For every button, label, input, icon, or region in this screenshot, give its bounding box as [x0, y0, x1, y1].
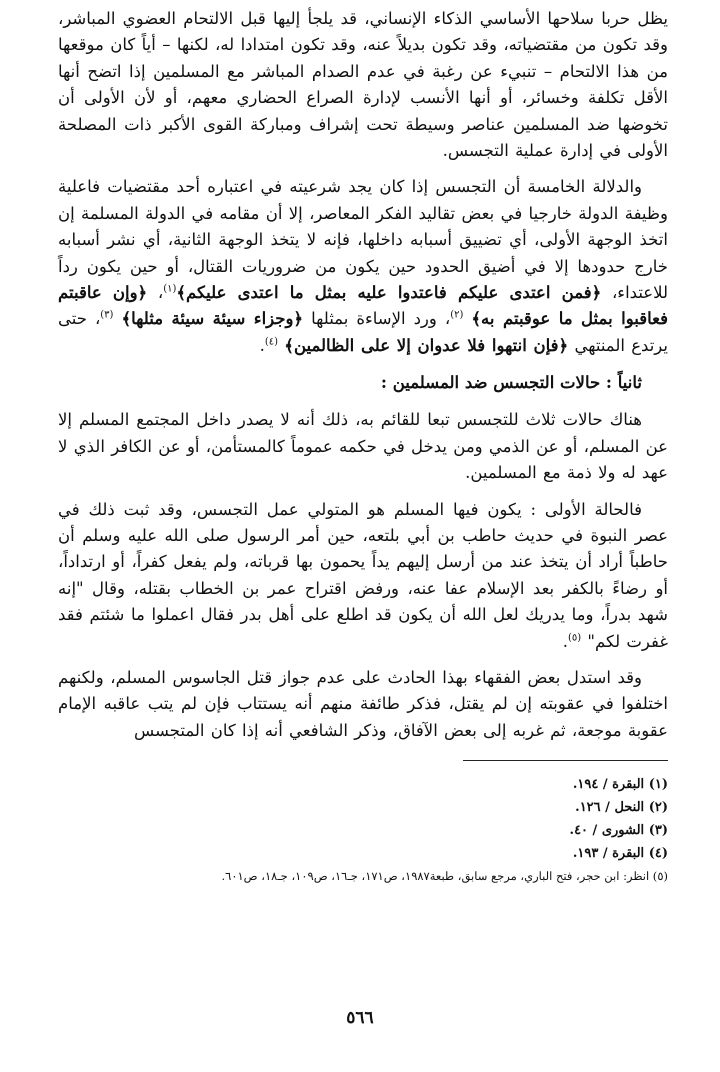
quran-quote-3: ﴿وجزاء سيئة سيئة مثلها﴾: [121, 309, 304, 329]
quran-quote-2: ﴿وإن عاقبتم فعاقبوا بمثل ما عوقبتم به﴾: [58, 283, 669, 329]
paragraph-gap: [58, 397, 668, 407]
quran-quote-1: ﴿فمن اعتدى عليكم فاعتدوا عليه بمثل ما اعتدى عليكم﴾: [176, 283, 602, 303]
footnote-item: (١) البقرة / ١٩٤.: [572, 777, 668, 793]
footnote-ref-4[interactable]: (٤): [264, 336, 279, 348]
paragraph-2-mid2: حتى يرتدع المنتهي: [58, 309, 668, 355]
paragraph-4-text: فالحالة الأولى : يكون فيها المسلم هو المتولي عمل التجسس، وقد ثبت ذلك في عصر النبوة في حديث حاطب بن أبي بلتعه، حين أمر الرسول صلى الله عليه وسلم أن حاطباً أراد أن يتخذ عند من أرسل إليهم يداً يحمون بها قرباته، ولم يفعل كفراً، أو ارتداداً، أو رضاءً بالكفر بعد الإسلام عفا عنه، ورفض اقتراح عمر بن الخطاب بقتله، وقال "إنه شهد بدراً، وما يدريك لعل الله أن يكون قد اطلع على أهل بدر فقال اعملوا ما شئتم فقد غفرت لكم": [58, 499, 668, 651]
footnote-divider: [463, 760, 668, 761]
quran-quote-4: ﴿فإن انتهوا فلا عدوان إلا على الظالمين﴾: [284, 335, 569, 355]
paragraph-5: وقد استدل بعض الفقهاء بهذا الحادث على عدم جواز قتل الجاسوس المسلم، ولكنهم اختلفوا في عقوبته إن لم يقتل، فذكر طائفة منهم أنه يستتاب فإن لم يتب عاقبه الإمام عقوبة موجعة، ثم غربه إلى بعض الآفاق، وذكر الشافعي أنه إذا كان المتجسس: [58, 667, 668, 740]
footnote-ref-2[interactable]: (٢): [450, 309, 464, 321]
footnote-ref-3[interactable]: (٣): [100, 309, 114, 321]
paragraph-2: والدلالة الخامسة أن التجسس إذا كان يجد شرعيته في اعتباره أحد مقتضيات فاعلية وظيفة الدولة خارجيا في بعض تقاليد الفكر المعاصر، إلا أن مقامه في الدولة المسلمة إن اتخذ الوجهة الأولى، أي تضييق أسبابه داخلها، فإنه لا يتخذ الوجهة الثانية، أي نشر أسبابه خارج حدودها إلا في أضيق الحدود حين يكون من ضروريات القتال، أو حين يكون رداً للاعتداء، ﴿فمن اعتدى عليكم فاعتدوا عليه بمثل ما اعتدى عليكم﴾$^{(١)}$، ﴿وإن عاقبتم فعاقبوا بمثل ما عوقبتم به﴾ $^{(٢)}$، ورد الإساءة بمثلها ﴿وجزاء سيئة سيئة مثلها﴾ $^{(٣)}$، حتى يرتدع المنتهي ﴿فإن انتهوا فلا عدوان إلا على الظالمين﴾ $^{(٤)}$.: [58, 177, 669, 355]
page-number: ٥٦٦: [346, 1008, 374, 1028]
footnote-item: (٤) البقرة / ١٩٣.: [572, 846, 668, 862]
paragraph-gap: [58, 359, 668, 369]
footnote-item: (٥) انظر: ابن حجر، فتح الباري، مرجع سابق، طبعة١٩٨٧، ص١٧١، جـ١٦، ص١٠٩، جـ١٨، ص٦٠١.: [221, 869, 668, 884]
paragraph-3: هناك حالات ثلاث للتجسس تبعا للقائم به، ذلك أنه لا يصدر داخل المجتمع المسلم إلا عن المسلم، أو عن الذمي ومن يدخل في حكمه عموماً كالمستأمن، أو عن الكافر الذي لا عهد له ولا ذمة مع المسلمين.: [58, 410, 668, 483]
paragraph-4: فالحالة الأولى : يكون فيها المسلم هو المتولي عمل التجسس، وقد ثبت ذلك في عصر النبوة في حديث حاطب بن أبي بلتعه، حين أمر الرسول صلى الله عليه وسلم أن حاطباً أراد أن يتخذ عند من أرسل إليهم يداً يحمون بها قرباته، ولم يفعل كفراً، أو ارتداداً، أو رضاءً بالكفر بعد الإسلام عفا عنه، ورفض اقتراح عمر بن الخطاب بقتله، وقال "إنه شهد بدراً، وما يدريك لعل الله أن يكون قد اطلع على أهل بدر فقال اعملوا ما شئتم فقد غفرت لكم" $^{(٥)}$.: [58, 499, 668, 651]
footnote-item: (٢) النحل / ١٢٦.: [575, 800, 668, 816]
paragraph-gap: [58, 164, 668, 174]
footnote-item: (٣) الشورى / ٤٠.: [569, 823, 668, 839]
paragraph-2-text: والدلالة الخامسة أن التجسس إذا كان يجد شرعيته في اعتباره أحد مقتضيات فاعلية وظيفة الدولة خارجيا في بعض تقاليد الفكر المعاصر، إلا أن مقامه في الدولة المسلمة إن اتخذ الوجهة الأولى، أي تضييق أسبابه داخلها، فإنه لا يتخذ الوجهة الثانية، أي نشر أسبابه خارج حدودها إلا في أضيق الحدود حين يكون من ضروريات القتال، أو حين يكون رداً للاعتداء،: [58, 177, 669, 303]
footnote-list: [58, 773, 668, 888]
paragraph-gap: [58, 487, 668, 497]
section-heading: ثانياً : حالات التجسس ضد المسلمين :: [380, 373, 642, 393]
paragraph-1: يظل حربا سلاحها الأساسي الذكاء الإنساني، قد يلجأ إليها قبل الالتحام العضوي المباشر، وقد تكون من مقتضياته، وقد تكون بديلاً عنه، وقد تكون امتدادا له، لكنها – أياً كان موقعها من هذا الالتحام – تنبيء عن رغبة في عدم الصدام المباشر مع المسلمين إذا اتضح أنها الأقل تكلفة وخسائر، أو أنها الأنسب لإدارة الصراع الحضاري معهم، أو لأن الأولى أن تخوضها ضد المسلمين عناصر وسيطة تحت إشراف ومباركة القوى الأكبر ذات المصلحة الأولى في إدارة عملية التجسس.: [58, 9, 668, 161]
paragraph-2-mid: ورد الإساءة بمثلها: [311, 309, 437, 329]
footnote-ref-1[interactable]: (١): [163, 283, 177, 295]
footnote-ref-5[interactable]: (٥): [567, 632, 582, 644]
paragraph-gap: [58, 655, 668, 665]
